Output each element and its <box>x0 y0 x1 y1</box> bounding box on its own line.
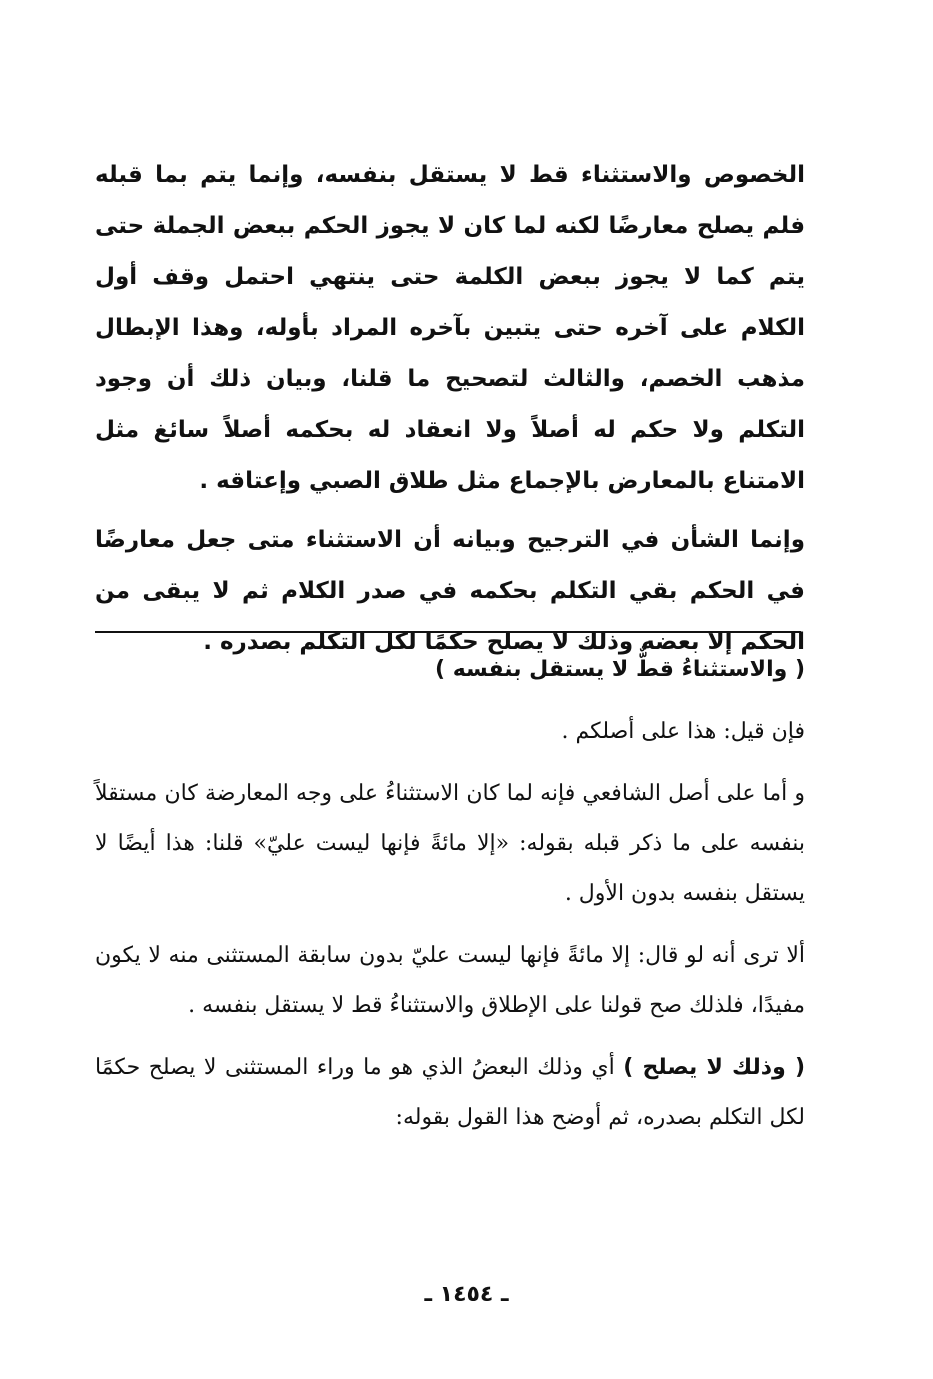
commentary-paragraph-4-quote: ( وذلك لا يصلح ) <box>623 1055 805 1080</box>
footnote-divider <box>95 631 801 633</box>
page-number: ـ ١٤٥٤ ـ <box>424 1282 509 1307</box>
main-paragraph-1: الخصوص والاستثناء قط لا يستقل بنفسه، وإنما يتم بما قبله فلم يصلح معارضًا لكنه لما كان لا يجوز الحكم ببعض الجملة حتى يتم كما لا يجوز ببعض الكلمة حتى ينتهي احتمل وقف أول الكلام على آخره حتى يتبين بآخره المراد بأوله، وهذا الإبطال مذهب الخصم، والثالث لتصحيح ما قلنا، وبيان ذلك أن وجود التكلم ولا حكم له أصلاً ولا انعقاد له بحكمه أصلاً سائغ مثل الامتناع بالمعارض بالإجماع مثل طلاق الصبي وإعتاقه . <box>95 162 805 494</box>
commentary-block <box>95 645 805 1155</box>
main-paragraph-2: وإنما الشأن في الترجيح وبيانه أن الاستثناء متى جعل معارضًا في الحكم بقي التكلم بحكمه في صدر الكلام ثم لا يبقى من الحكم إلا بعضه وذلك لا يصلح حكمًا لكل التكلم بصدره . <box>95 527 805 655</box>
commentary-paragraph-3: ألا ترى أنه لو قال: إلا مائةً فإنها ليست عليّ بدون سابقة المستثنى منه لا يكون مفيدًا، فلذلك صح قولنا على الإطلاق والاستثناءُ قط لا يستقل بنفسه . <box>95 943 805 1018</box>
main-text-block <box>95 150 805 668</box>
commentary-heading <box>95 645 805 695</box>
commentary-paragraph-2: و أما على أصل الشافعي فإنه لما كان الاستثناءُ على وجه المعارضة كان مستقلاً بنفسه على ما ذكر قبله بقوله: «إلا مائةً فإنها ليست عليّ» قلنا: هذا أيضًا لا يستقل بنفسه بدون الأول . <box>95 781 806 906</box>
commentary-heading-quote: ( والاستثناءُ قطٌّ لا يستقل بنفسه ) <box>435 657 805 682</box>
commentary-paragraph-4-text: أي وذلك البعضُ الذي هو ما وراء المستثنى لا يصلح حكمًا لكل التكلم بصدره، ثم أوضح هذا القول بقوله: <box>95 1055 805 1130</box>
commentary-paragraph-1: فإن قيل: هذا على أصلكم . <box>561 719 805 744</box>
commentary-paragraph-4 <box>95 1043 805 1143</box>
